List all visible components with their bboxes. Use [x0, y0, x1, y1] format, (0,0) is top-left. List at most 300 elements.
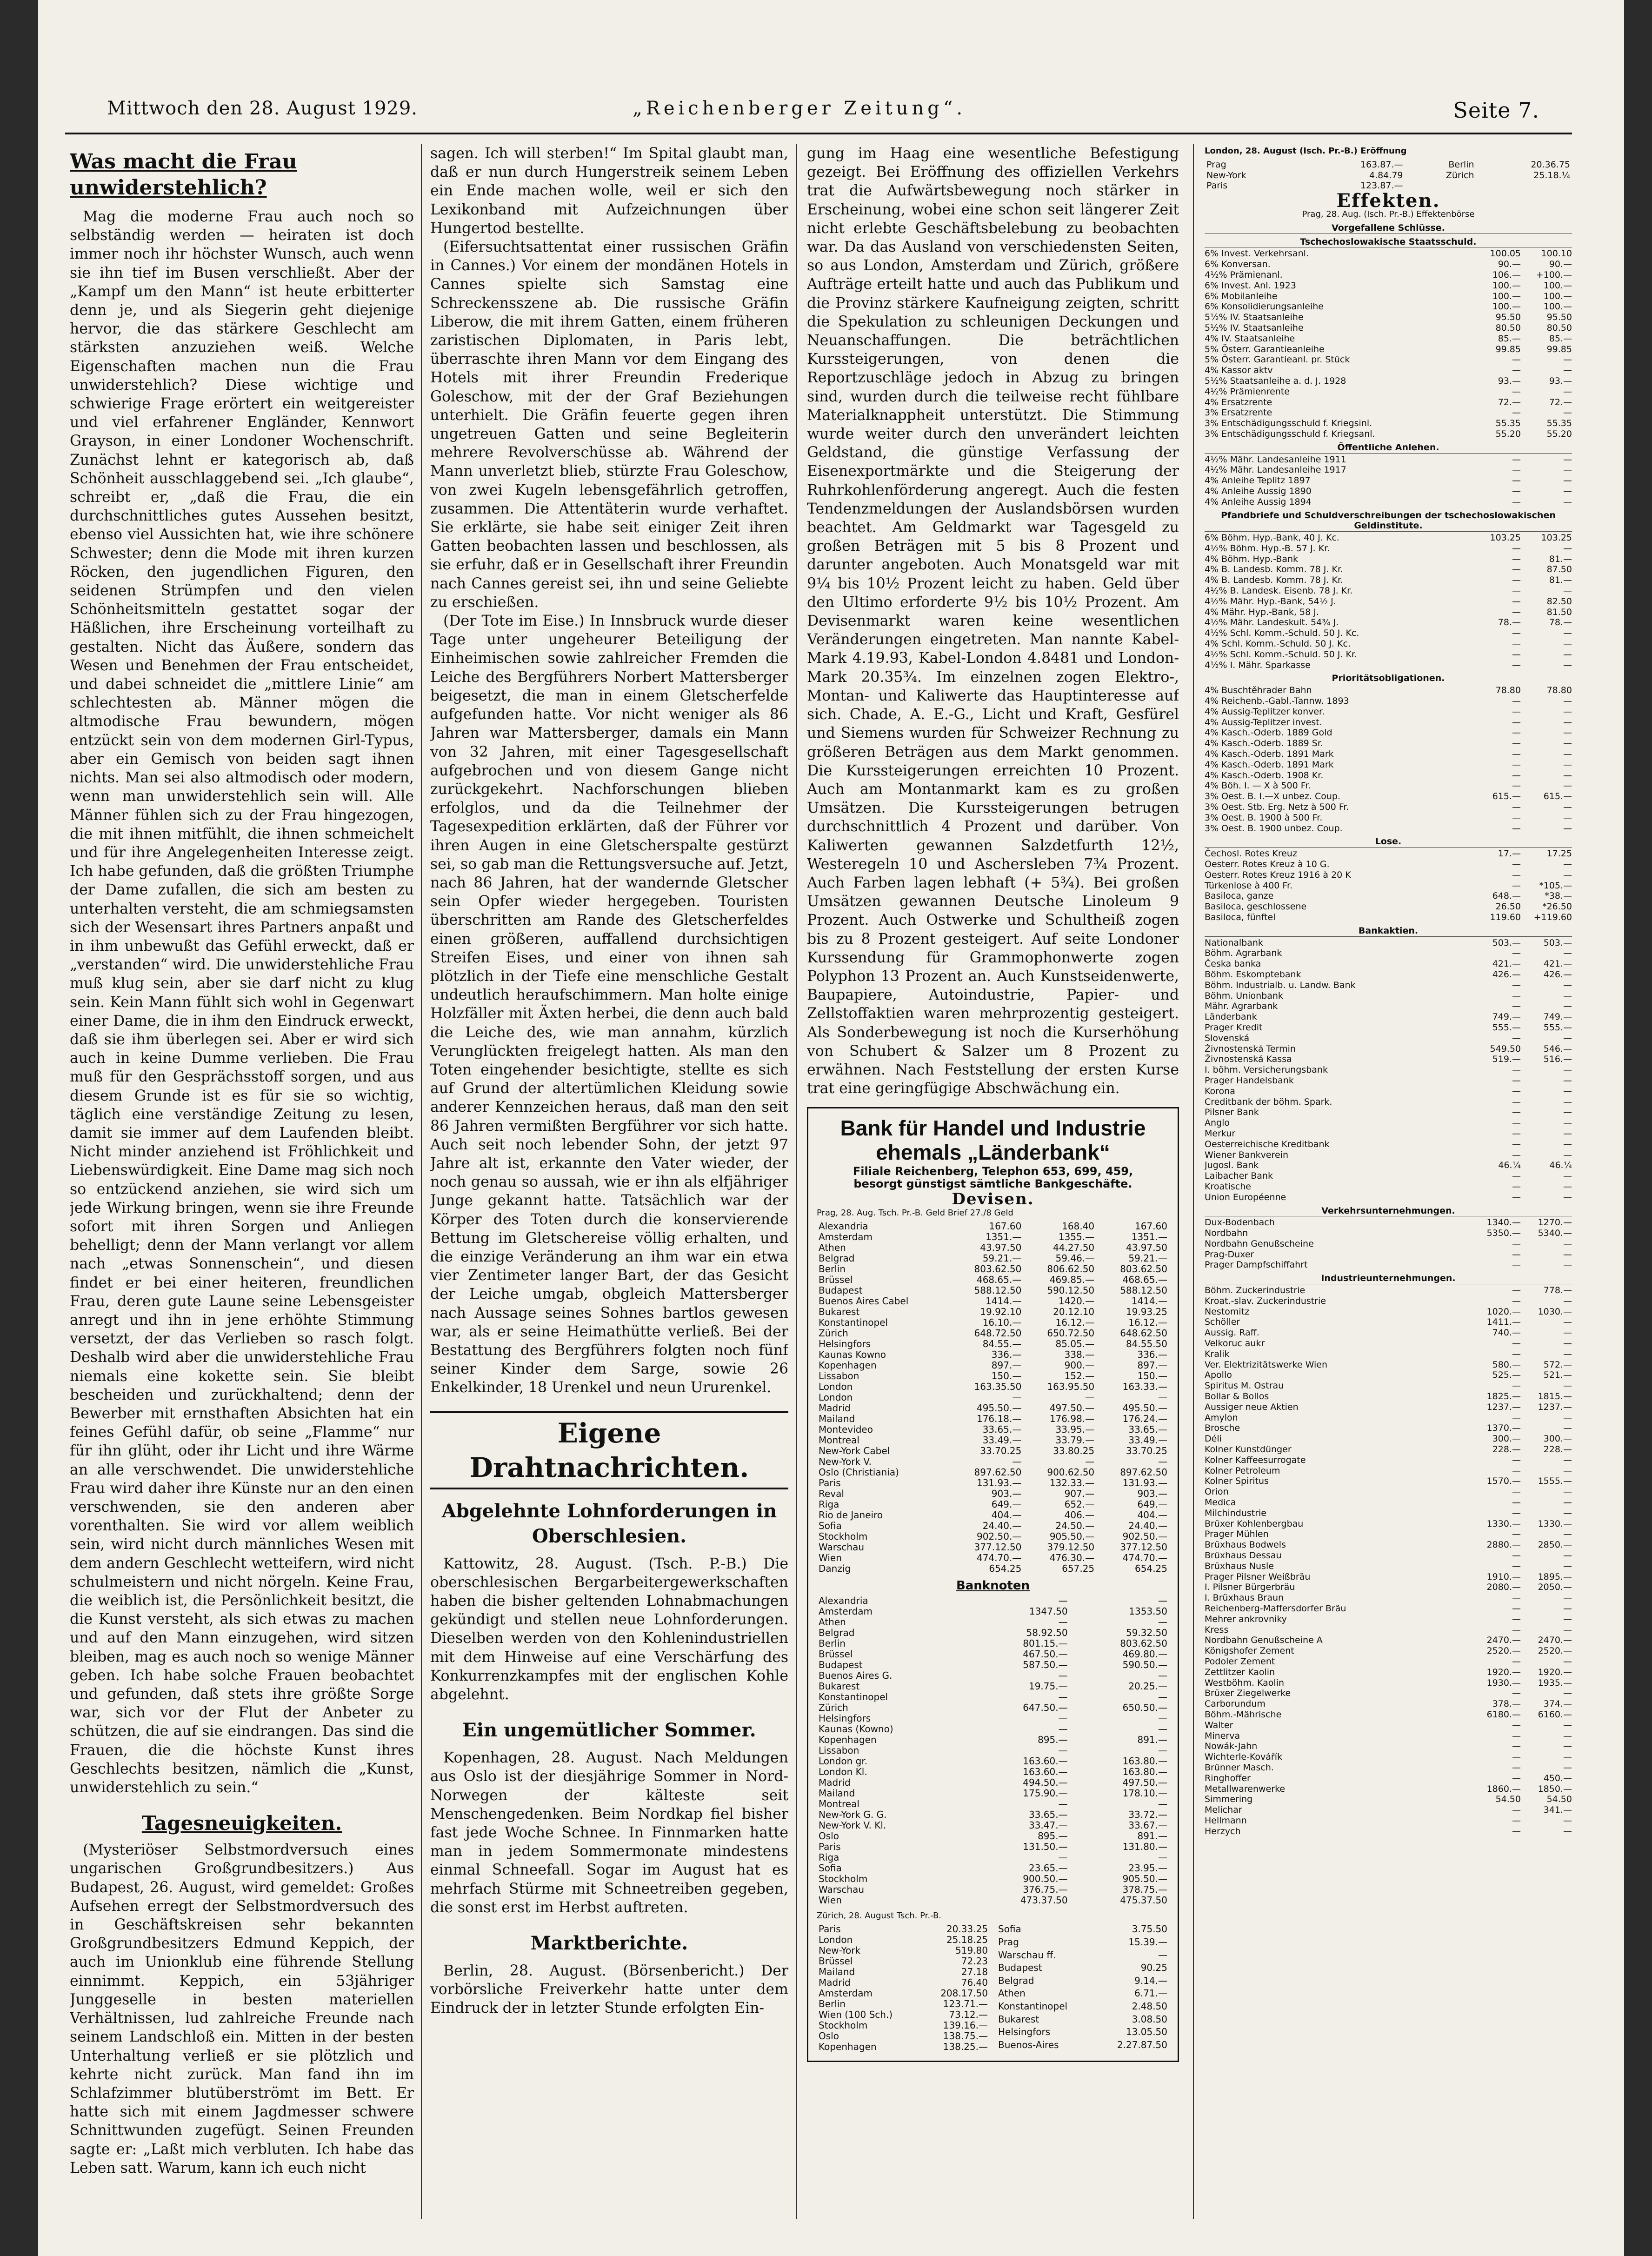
security-name: Jugosl. Bank	[1205, 1160, 1259, 1171]
price-today: —	[1512, 1065, 1521, 1075]
price-today: —	[1512, 1529, 1521, 1540]
table-row	[817, 1788, 1169, 1799]
rate-value: 163.87.—	[1360, 159, 1403, 170]
price-previous: —	[1563, 869, 1572, 880]
rate-value: 903.—	[1137, 1488, 1167, 1500]
row-label: Helsingfors	[819, 1713, 871, 1724]
security-name: Brüxer Ziegelwerke	[1205, 1688, 1291, 1699]
zurich-caption: Zürich, 28. August Tsch. Pr.-B.	[817, 1911, 942, 1921]
price-previous: 615.—	[1543, 791, 1572, 802]
table-row	[996, 1937, 1169, 1950]
price-previous: —	[1563, 1096, 1572, 1107]
security-row	[1205, 354, 1572, 365]
security-row	[1205, 497, 1572, 507]
price-today: —	[1512, 496, 1521, 507]
security-row	[1205, 1466, 1572, 1476]
price-previous: —	[1563, 1624, 1572, 1635]
price-previous: 546.—	[1543, 1043, 1572, 1054]
security-name: Prager Pilsner Weißbräu	[1205, 1571, 1311, 1582]
row-label: Amsterdam	[819, 1988, 873, 1999]
security-row	[1205, 781, 1572, 791]
price-previous: 421.—	[1543, 959, 1572, 969]
rate-value: 76.40	[961, 1977, 988, 1989]
table-row	[817, 1638, 1169, 1649]
security-name: Prager Kredit	[1205, 1022, 1263, 1033]
article-title: Marktberichte.	[530, 1932, 688, 1955]
security-name: Walter	[1205, 1720, 1233, 1730]
rate-value: 895.—	[1038, 1734, 1068, 1746]
row-label: Belgrad	[819, 1253, 855, 1264]
price-previous: —	[1563, 770, 1572, 781]
rate-value: 176.18.—	[976, 1413, 1022, 1425]
rate-value: 404.—	[1137, 1509, 1167, 1521]
security-row	[1205, 813, 1572, 823]
row-label: Alexandria	[819, 1595, 868, 1607]
security-row	[1205, 881, 1572, 891]
rate-value: 20.12.10	[1053, 1306, 1095, 1318]
bankaktien-list	[1205, 938, 1572, 1203]
security-name: 3% Oest. B. I.—X unbez. Coup.	[1205, 791, 1340, 802]
security-row	[1205, 1260, 1572, 1270]
security-row	[1205, 1667, 1572, 1678]
price-today: —	[1512, 948, 1521, 959]
security-row	[1205, 454, 1572, 465]
price-today: —	[1512, 869, 1521, 880]
bank-name: Bank für Handel und Industrie ehemals „Länderbank“	[840, 1116, 1146, 1165]
price-previous: 100.—	[1543, 291, 1572, 301]
table-row	[817, 1456, 1169, 1467]
row-label: Montevideo	[819, 1424, 873, 1435]
table-row	[817, 1977, 990, 1988]
price-previous: —	[1563, 1118, 1572, 1128]
column-rule	[796, 144, 797, 2219]
price-previous: —	[1563, 1328, 1572, 1338]
column-rule	[421, 144, 422, 2219]
price-previous: —	[1563, 1338, 1572, 1349]
table-row	[817, 1702, 1169, 1713]
security-name: Nowák-Jahn	[1205, 1741, 1258, 1752]
rate-value: —	[1058, 1691, 1068, 1703]
table-row	[817, 1339, 1169, 1349]
rate-value: 33.49.—	[982, 1435, 1022, 1446]
price-previous: —	[1563, 1181, 1572, 1192]
price-today: —	[1512, 596, 1521, 607]
rate-value: 150.—	[991, 1370, 1022, 1382]
price-today: —	[1512, 1118, 1521, 1128]
price-previous: —	[1563, 1720, 1572, 1730]
security-row	[1205, 1709, 1572, 1720]
security-row	[1205, 312, 1572, 323]
rate-value: 474.70.—	[976, 1552, 1022, 1564]
security-name: Basiloca, fünftel	[1205, 912, 1276, 922]
row-label: London	[819, 1392, 853, 1403]
rate-value: 44.27.50	[1053, 1242, 1095, 1254]
price-today: 1237.—	[1486, 1402, 1521, 1412]
page-number: Seite 7.	[1453, 98, 1539, 123]
security-name: Melichar	[1205, 1805, 1242, 1815]
security-row	[1205, 1381, 1572, 1391]
price-today: 378.—	[1492, 1699, 1521, 1709]
rate-value: —	[1158, 1949, 1167, 1961]
security-row	[1205, 1434, 1572, 1444]
row-label: Sofia	[819, 1862, 842, 1874]
security-row	[1205, 1699, 1572, 1709]
row-label: Brüssel	[819, 1274, 853, 1286]
security-name: Brüxer Kohlenbergbau	[1205, 1518, 1304, 1529]
row-label: Stockholm	[819, 1873, 868, 1885]
price-today: 5350.—	[1486, 1228, 1521, 1239]
table-row	[817, 1242, 1169, 1253]
security-row	[1205, 1752, 1572, 1762]
price-today: 55.20	[1495, 428, 1521, 439]
rate-value: 163.95.50	[1047, 1381, 1095, 1393]
security-row	[1205, 628, 1572, 639]
security-name: Korona	[1205, 1086, 1235, 1096]
price-previous: —	[1563, 365, 1572, 376]
price-today: 749.—	[1492, 1012, 1521, 1022]
price-previous: 1555.—	[1538, 1476, 1572, 1487]
price-today: —	[1512, 1107, 1521, 1118]
banknoten-title: Banknoten	[956, 1579, 1030, 1593]
rate-value: 123.87.—	[1360, 180, 1403, 191]
price-today: 103.25	[1490, 533, 1521, 543]
price-previous: —	[1563, 1317, 1572, 1328]
rate-value: 163.80.—	[1122, 1766, 1167, 1778]
row-label: Belgrad	[819, 1627, 855, 1639]
table-row	[996, 1950, 1169, 1963]
table-row	[1205, 170, 1572, 181]
rate-value: 648.62.50	[1120, 1328, 1167, 1339]
rate-value: 163.80.—	[1122, 1755, 1167, 1767]
security-row	[1205, 991, 1572, 1001]
table-row	[817, 1820, 1169, 1831]
security-name: Milchindustrie	[1205, 1508, 1266, 1518]
row-label: Paris	[819, 1923, 841, 1935]
rate-value: 590.50.—	[1122, 1659, 1167, 1671]
rate-value: 131.80.—	[1122, 1841, 1167, 1853]
price-today: —	[1512, 1720, 1521, 1730]
security-name: 4½% Böhm. Hyp.-B. 57 J. Kr.	[1205, 543, 1330, 554]
row-label: Prag	[1206, 159, 1226, 170]
rate-value: 59.32.50	[1126, 1627, 1167, 1639]
security-name: Minerva	[1205, 1730, 1240, 1741]
security-row	[1205, 649, 1572, 660]
price-previous: 100.—	[1543, 301, 1572, 312]
rate-value: 654.25	[989, 1563, 1022, 1575]
row-label: Kaunas (Kowno)	[819, 1723, 893, 1735]
rate-value: —	[1058, 1670, 1068, 1682]
price-previous: 1030.—	[1538, 1306, 1572, 1317]
security-row	[1205, 660, 1572, 671]
security-row	[1205, 1192, 1572, 1203]
rate-value: 377.12.50	[1120, 1542, 1167, 1553]
price-today: —	[1512, 1192, 1521, 1202]
rate-value: 72.23	[961, 1956, 988, 1967]
price-previous: 2520.—	[1538, 1646, 1572, 1656]
security-name: 6% Mobilanleihe	[1205, 291, 1278, 301]
price-previous: 80.50	[1546, 322, 1572, 333]
security-name: 4½% B. Landesk. Eisenb. 78 J. Kr.	[1205, 586, 1353, 596]
price-today: —	[1512, 1656, 1521, 1667]
security-row	[1205, 418, 1572, 429]
security-row	[1205, 607, 1572, 618]
rate-value: 649.—	[991, 1499, 1022, 1510]
price-today: —	[1512, 354, 1521, 365]
security-row	[1205, 1391, 1572, 1402]
price-previous: —	[1563, 1001, 1572, 1012]
security-name: Herzych	[1205, 1826, 1241, 1836]
row-label: Berlin	[819, 1638, 846, 1649]
price-previous: —	[1563, 1815, 1572, 1826]
rate-value: 33.70.25	[980, 1445, 1022, 1457]
article-title: Was macht die Frau unwiderstehlich?	[70, 150, 297, 200]
price-today: 1340.—	[1486, 1217, 1521, 1228]
security-name: 4% Anleihe Teplitz 1897	[1205, 475, 1311, 486]
table-row	[817, 1563, 1169, 1574]
row-label: Riga	[819, 1852, 839, 1863]
rate-value: 24.50.—	[1055, 1520, 1095, 1532]
rate-value: 33.47.—	[1028, 1820, 1068, 1831]
rate-value: 150.—	[1137, 1370, 1167, 1382]
verkehr-list	[1205, 1217, 1572, 1270]
rate-value: 19.93.25	[1126, 1306, 1167, 1318]
price-previous: 100.10	[1541, 248, 1572, 259]
price-previous: —	[1563, 660, 1572, 670]
security-name: 4% Böhm. Hyp.-Bank	[1205, 554, 1299, 564]
security-name: 4½% Mähr. Landesanleihe 1911	[1205, 454, 1346, 465]
price-previous: 1935.—	[1538, 1677, 1572, 1688]
industrie-list	[1205, 1285, 1572, 1836]
price-previous: —	[1563, 354, 1572, 365]
rate-value: —	[1158, 1745, 1167, 1756]
security-row	[1205, 1614, 1572, 1625]
price-today: —	[1512, 586, 1521, 596]
news-item: (Der Tote im Eise.) In Innsbruck wurde dieser Tage unter ungeheurer Beteiligung der Einheimischen sowie zahlreicher Fremden die Leiche des Bergführers Norbert Mattersberger beigesetzt, die man in einem Gletscherfelde aufgefunden hatte. Vor nicht weniger als 86 Jahren war Mattersberger, damals ein Mann von 32 Jahren, mit einer Tagesgesellschaft aufgebrochen und von diesem Gange nicht zurückgekehrt. Nachforschungen blieben erfolglos, und da die Teilnehmer der Tagesexpedition erklärten, daß der Führer vor ihren Augen in eine Gletscherspalte gestürzt sei, so gab man die Rettungsversuche auf. Jetzt, nach 86 Jahren, hat der wandernde Gletscher sein Opfer wieder hergegeben. Touristen überschritten am Rande des Gletscherfeldes einen größeren, auffallend durchsichtigen Streifen Eises, und einer von ihnen sah plötzlich in der Tiefe eine menschliche Gestalt undeutlich heraufschimmern. Man holte einige Holzfäller mit Äxten herbei, die denn auch bald die Leiche des, wie man annahm, kürzlich Verunglückten freigelegt hatten. Als man den Toten eingehender besichtigte, stellte es sich auf Grund der altertümlichen Kleidung sowie anderer Kennzeichen heraus, daß man den seit 86 Jahren vermißten Bergführer vor sich hatte. Auch seit noch lebender Sohn, der jetzt 97 Jahre alt ist, erkannte den Vater wieder, der noch genau so aussah, wie er ihn als elfjähriger Junge gekannt hatte. Tatsächlich war der Körper des Toten durch die konservierende Bettung im Gletschereise völlig erhalten, und die einzige Veränderung an ihm war ein etwa vier Zentimeter langer Bart, der das Gesicht der Leiche umgab, obgleich Mattersberger nach Aussage seines Sohnes bartlos gewesen war, als er seine Heimathütte verließ. Bei der Bestattung des Bergführers folgten noch fünf seiner Kinder dem Sarge, sowie 26 Enkelkinder, 18 Urenkel und neun Ururenkel.	[430, 613, 788, 1396]
security-row	[1205, 344, 1572, 355]
row-label: Brüssel	[819, 1956, 853, 1967]
row-label: Kopenhagen	[819, 1360, 877, 1371]
price-previous: —	[1563, 496, 1572, 507]
rate-value: 33.65.—	[982, 1424, 1022, 1435]
table-row	[817, 1863, 1169, 1874]
price-today: —	[1512, 543, 1521, 554]
rate-value: 33.79.—	[1055, 1435, 1095, 1446]
rate-value: 16.10.—	[982, 1317, 1022, 1328]
security-name: Pilsner Bank	[1205, 1107, 1259, 1118]
rate-value: 891.—	[1137, 1830, 1167, 1842]
price-today: —	[1512, 1815, 1521, 1826]
price-previous: 228.—	[1543, 1444, 1572, 1455]
masthead-rule	[65, 133, 1572, 134]
row-label: Paris	[1206, 180, 1228, 191]
rate-value: 473.37.50	[1020, 1895, 1068, 1906]
price-today: 300.—	[1492, 1434, 1521, 1444]
rate-value: 132.33.—	[1049, 1477, 1095, 1489]
rate-value: 648.72.50	[974, 1328, 1022, 1339]
table-row	[817, 1285, 1169, 1296]
security-name: 4½% Mähr. Hyp.-Bank, 54½ J.	[1205, 596, 1336, 607]
price-today: —	[1512, 859, 1521, 869]
security-name: 3% Entschädigungsschuld f. Kriegsanl.	[1205, 428, 1375, 439]
price-today: 54.50	[1495, 1794, 1521, 1805]
security-row	[1205, 291, 1572, 302]
price-today: —	[1512, 475, 1521, 486]
security-name: Basiloca, geschlossene	[1205, 901, 1307, 912]
price-today: —	[1512, 770, 1521, 781]
security-row	[1205, 1561, 1572, 1572]
table-row	[996, 2014, 1169, 2027]
rate-value: 19.75.—	[1028, 1681, 1068, 1692]
rate-value: —	[1012, 1456, 1022, 1468]
price-today: 26.50	[1495, 901, 1521, 912]
price-previous: 2850.—	[1538, 1540, 1572, 1550]
article-body: Kattowitz, 28. August. (Tsch. P.-B.) Die oberschlesischen Bergarbeitergewerkschaften haben die bisher geltenden Lohnabmachungen gekündigt und stellen neue Lohnforderungen. Dieselben werden von den Kohlenindustriellen mit dem Hinweise auf eine Verschärfung des Konkurrenzkampfes mit der englischen Kohle abgelehnt.	[430, 1555, 788, 1703]
table-row	[817, 1895, 1169, 1906]
table-row	[817, 1296, 1169, 1307]
price-previous: 1920.—	[1538, 1667, 1572, 1677]
price-today: 2520.—	[1486, 1646, 1521, 1656]
rate-value: 467.50.—	[1023, 1649, 1068, 1660]
rate-value: —	[1058, 1595, 1068, 1607]
security-row	[1205, 969, 1572, 980]
security-row	[1205, 1107, 1572, 1118]
rate-value: 24.40.—	[982, 1520, 1022, 1532]
security-name: 4% Kasch.-Oderb. 1889 Sr.	[1205, 738, 1323, 749]
price-previous: 1850.—	[1538, 1783, 1572, 1794]
security-name: 6% Invest. Anl. 1923	[1205, 280, 1296, 291]
rate-value: 176.98.—	[1049, 1413, 1095, 1425]
staatsschuld-list	[1205, 248, 1572, 439]
article-body: Berlin, 28. August. (Börsenbericht.) Der vorbörsliche Freiverkehr hatte unter dem Eindruck der in letzter Stunde erfolgten Ein-	[430, 1962, 788, 2017]
row-label: Madrid	[819, 1977, 851, 1989]
table-row	[817, 1414, 1169, 1424]
security-name: 4% Kasch.-Oderb. 1889 Gold	[1205, 728, 1332, 738]
price-previous: 341.—	[1543, 1805, 1572, 1815]
rate-value: 376.75.—	[1023, 1884, 1068, 1896]
security-name: 3% Oest. B. 1900 à 500 Fr.	[1205, 812, 1323, 823]
rate-value: 495.50.—	[976, 1402, 1022, 1414]
security-name: 3% Oest. Stb. Erg. Netz à 500 Fr.	[1205, 802, 1349, 813]
price-previous: —	[1563, 1614, 1572, 1624]
price-today: 6180.—	[1486, 1709, 1521, 1720]
table-row	[817, 1617, 1169, 1628]
rate-value: 336.—	[1137, 1349, 1167, 1361]
bank-advertisement	[807, 1107, 1179, 2062]
devisen-table	[817, 1221, 1169, 1574]
price-today: —	[1512, 1381, 1521, 1391]
table-row	[817, 1956, 990, 1967]
row-label: Oslo	[819, 1830, 839, 1842]
row-label: Mailand	[819, 1413, 855, 1425]
rate-value: 25.18.¼	[1533, 170, 1570, 180]
rate-value: 139.16.—	[943, 2020, 988, 2031]
price-previous: —	[1563, 1688, 1572, 1699]
security-name: Kralik	[1205, 1348, 1230, 1359]
rate-value: 73.12.—	[949, 2009, 988, 2021]
security-name: 4% Aussig-Teplitzer konver.	[1205, 706, 1325, 717]
rate-value: 803.62.50	[1120, 1638, 1167, 1649]
price-today: —	[1512, 1688, 1521, 1699]
price-previous: —	[1563, 1128, 1572, 1139]
devisen-title: Devisen.	[952, 1190, 1034, 1209]
security-name: Prag-Duxer	[1205, 1249, 1254, 1260]
row-label: Buenos Aires Cabel	[819, 1295, 909, 1307]
security-row	[1205, 1508, 1572, 1519]
row-label: Sofia	[998, 1923, 1021, 1935]
security-row	[1205, 859, 1572, 870]
security-row	[1205, 1217, 1572, 1228]
row-label: New-York	[1206, 170, 1246, 180]
price-today: —	[1512, 1550, 1521, 1561]
rate-value: 404.—	[991, 1509, 1022, 1521]
security-row	[1205, 1572, 1572, 1582]
rate-value: 900.50.—	[1023, 1873, 1068, 1885]
security-row	[1205, 387, 1572, 397]
rate-value: —	[1012, 1392, 1022, 1403]
row-label: Zürich	[819, 1702, 848, 1714]
table-row	[996, 2040, 1169, 2053]
row-label: Amsterdam	[819, 1231, 873, 1243]
row-label: Alexandria	[819, 1221, 868, 1232]
security-name: Déli	[1205, 1434, 1222, 1444]
subsection-title: Pfandbriefe und Schuldverschreibungen der tschechoslowakischen Geldinstitute.	[1205, 510, 1572, 532]
price-previous: —	[1563, 948, 1572, 959]
price-today: 1910.—	[1486, 1571, 1521, 1582]
table-row	[817, 1349, 1169, 1360]
price-previous: —	[1563, 1260, 1572, 1270]
security-name: 4½% Prämienanl.	[1205, 269, 1283, 280]
price-today: 1570.—	[1486, 1476, 1521, 1487]
table-row	[817, 1724, 1169, 1735]
row-label: Berlin	[819, 1263, 846, 1275]
price-previous: —	[1563, 728, 1572, 738]
rate-value: —	[1158, 1456, 1167, 1468]
rate-value: 1351.—	[1131, 1231, 1167, 1243]
row-label: Konstantinopel	[998, 2000, 1068, 2012]
row-label: Buenos-Aires	[998, 2039, 1059, 2050]
article-title: Ein ungemütlicher Sommer.	[462, 1719, 756, 1742]
table-row	[817, 1831, 1169, 1842]
security-row	[1205, 259, 1572, 270]
rate-value: 590.12.50	[1047, 1285, 1095, 1296]
rate-value: 85.05.—	[1055, 1338, 1095, 1350]
table-row	[996, 2001, 1169, 2014]
rate-value: 131.93.—	[1122, 1477, 1167, 1489]
table-row	[817, 1435, 1169, 1446]
security-row	[1205, 1285, 1572, 1296]
table-row	[817, 1767, 1169, 1777]
row-label: Berlin	[819, 1998, 846, 2010]
rate-value: —	[1158, 1392, 1167, 1403]
rate-value: 176.24.—	[1122, 1413, 1167, 1425]
rate-value: 3.75.50	[1132, 1923, 1167, 1935]
table-row	[817, 1499, 1169, 1510]
security-name: I. Pilsner Bürgerbräu	[1205, 1582, 1295, 1593]
price-previous: —	[1563, 465, 1572, 475]
rate-value: 903.—	[991, 1488, 1022, 1500]
security-name: Živnostenská Kassa	[1205, 1054, 1292, 1065]
rate-value: 803.62.50	[974, 1263, 1022, 1275]
table-row	[817, 1424, 1169, 1435]
price-today: —	[1512, 554, 1521, 564]
security-name: 4% Ersatzrente	[1205, 397, 1272, 407]
rate-value: 803.62.50	[1120, 1263, 1167, 1275]
price-today: 78.—	[1498, 617, 1521, 628]
security-name: 4% IV. Staatsanleihe	[1205, 333, 1295, 344]
row-label: Athen	[819, 1616, 846, 1628]
security-row	[1205, 1487, 1572, 1497]
price-today: —	[1512, 749, 1521, 760]
